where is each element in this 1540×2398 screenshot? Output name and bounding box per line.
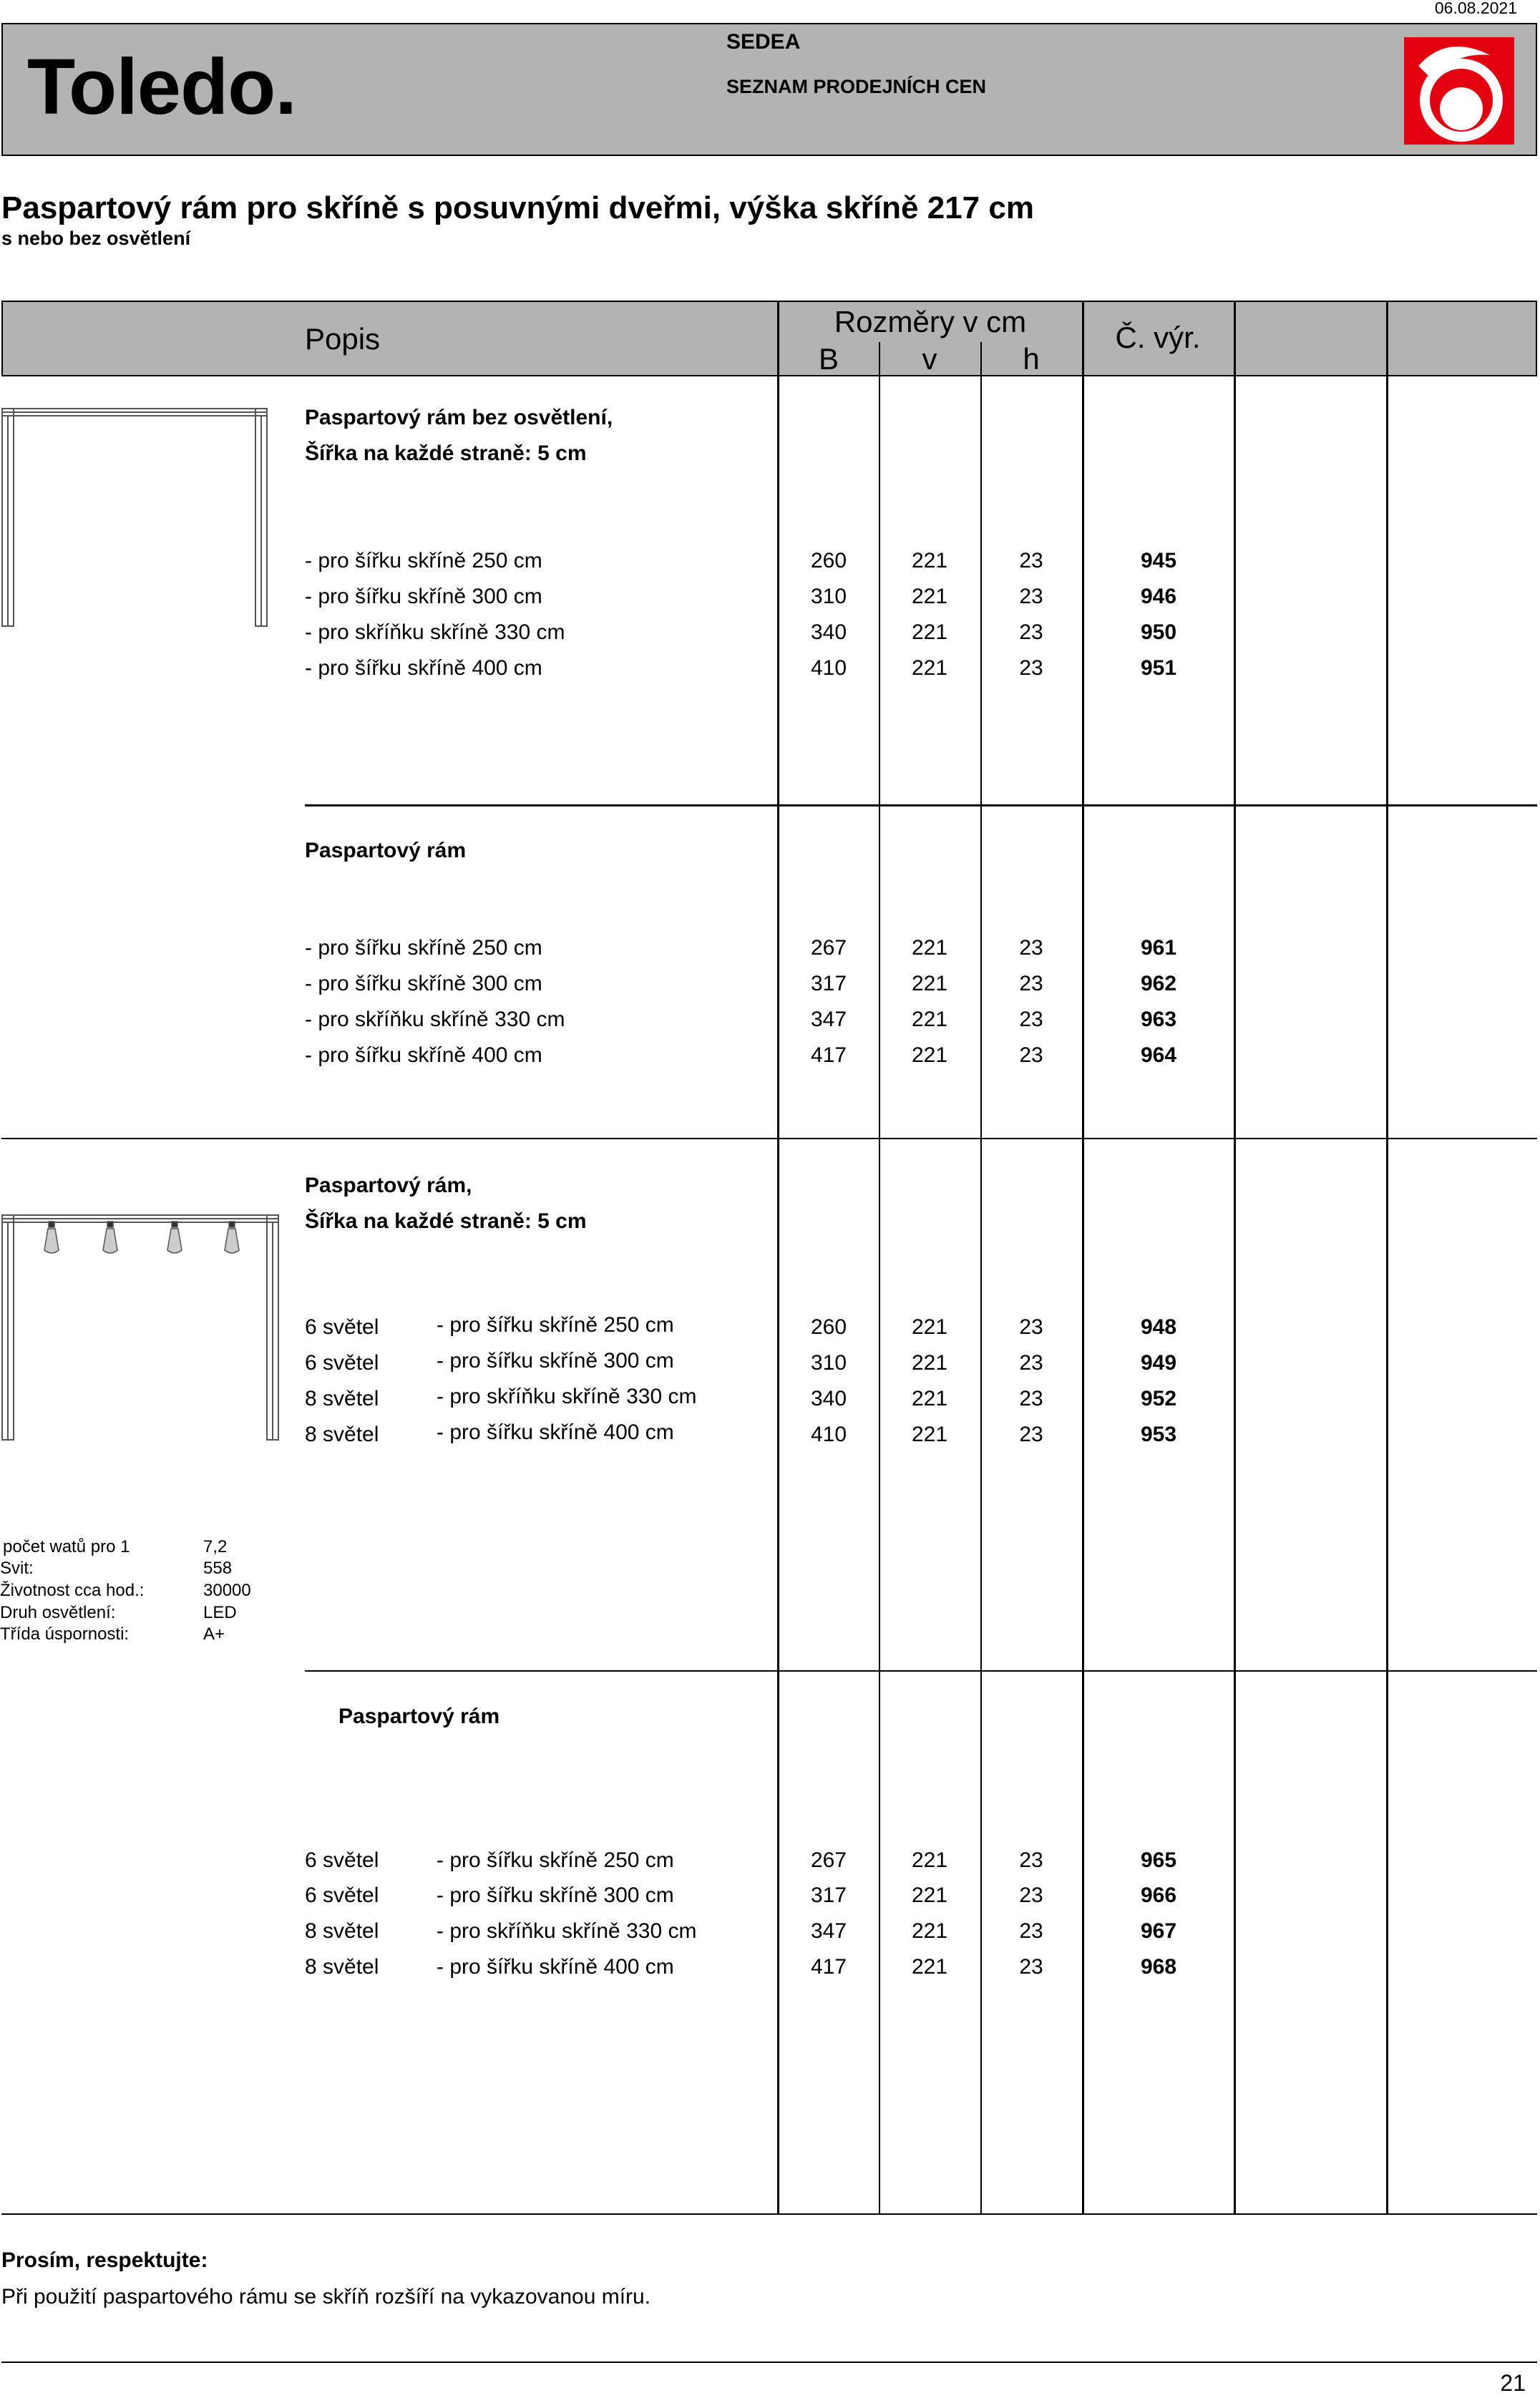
- spec-label: Životnost cca hod.:: [0, 1581, 145, 1600]
- row-light-count: 8 světel: [305, 1955, 379, 1979]
- row-width: 267: [810, 1848, 847, 1872]
- row-width: 317: [810, 972, 847, 995]
- row-depth: 23: [1019, 972, 1043, 995]
- row-light-count: 8 světel: [305, 1423, 379, 1446]
- row-article-number: 966: [1141, 1883, 1177, 1907]
- page-number: 21: [1500, 2370, 1526, 2396]
- note-text: Při použití paspartového rámu se skříň rozšíří na vykazovanou míru.: [1, 2285, 651, 2309]
- row-depth: 23: [1019, 1883, 1043, 1907]
- row-description: - pro skříňku skříně 330 cm: [305, 1008, 565, 1031]
- row-width: 340: [810, 1387, 847, 1410]
- row-width: 317: [810, 1883, 847, 1907]
- spec-value: A+: [203, 1624, 225, 1644]
- row-width: 340: [810, 620, 847, 644]
- row-width: 417: [810, 1043, 847, 1067]
- row-height: 221: [911, 1883, 948, 1907]
- row-width: 260: [810, 549, 847, 572]
- row-depth: 23: [1019, 1315, 1043, 1339]
- row-height: 221: [911, 1955, 948, 1979]
- row-light-count: 8 světel: [305, 1919, 379, 1943]
- row-height: 221: [911, 1351, 948, 1375]
- row-description: - pro šířku skříně 250 cm: [437, 1848, 674, 1872]
- section-1-title: Paspartový rám bez osvětlení,: [305, 406, 613, 429]
- row-article-number: 968: [1141, 1955, 1177, 1979]
- spec-label: počet watů pro 1: [3, 1537, 130, 1556]
- row-article-number: 953: [1141, 1423, 1177, 1446]
- row-width: 267: [810, 936, 847, 960]
- document-date: 06.08.2021: [1434, 0, 1517, 17]
- row-description: - pro šířku skříně 300 cm: [437, 1349, 674, 1373]
- row-article-number: 952: [1141, 1387, 1177, 1410]
- header-v: v: [922, 342, 937, 376]
- row-light-count: 6 světel: [305, 1848, 379, 1872]
- row-article-number: 961: [1141, 936, 1177, 960]
- row-description: - pro šířku skříně 400 cm: [305, 1043, 542, 1067]
- row-depth: 23: [1019, 585, 1043, 608]
- row-description: - pro šířku skříně 400 cm: [305, 656, 542, 680]
- row-width: 310: [810, 585, 847, 608]
- row-depth: 23: [1019, 936, 1043, 960]
- grid-line: [1234, 301, 1236, 2215]
- row-description: - pro šířku skříně 400 cm: [437, 1955, 674, 1979]
- row-height: 221: [911, 1423, 948, 1446]
- section-divider: [1, 1138, 1537, 1139]
- spec-label: Druh osvětlení:: [0, 1603, 116, 1622]
- row-height: 221: [911, 972, 948, 995]
- row-depth: 23: [1019, 549, 1043, 572]
- row-width: 347: [810, 1008, 847, 1031]
- spec-value: LED: [203, 1603, 237, 1622]
- page-title: Paspartový rám pro skříně s posuvnými dveřmi, výška skříně 217 cm: [1, 190, 1034, 225]
- spec-value: 30000: [203, 1581, 251, 1600]
- row-description: - pro skříňku skříně 330 cm: [437, 1919, 697, 1943]
- row-article-number: 950: [1141, 620, 1177, 644]
- row-depth: 23: [1019, 656, 1043, 680]
- row-description: - pro skříňku skříně 330 cm: [437, 1385, 697, 1408]
- row-article-number: 964: [1141, 1043, 1177, 1067]
- frame-drawing-icon: [0, 406, 272, 628]
- row-description: - pro skříňku skříně 330 cm: [305, 620, 565, 644]
- row-article-number: 951: [1141, 656, 1177, 680]
- header-b: B: [818, 342, 839, 376]
- row-width: 410: [810, 656, 847, 680]
- spec-label: Svit:: [0, 1559, 34, 1578]
- footer-divider: [1, 2362, 1537, 2363]
- row-width: 410: [810, 1423, 847, 1446]
- header-h: h: [1023, 342, 1040, 376]
- row-light-count: 6 světel: [305, 1883, 379, 1907]
- row-article-number: 949: [1141, 1351, 1177, 1375]
- section-divider: [305, 1670, 1537, 1672]
- spec-value: 7,2: [203, 1537, 228, 1556]
- row-description: - pro šířku skříně 250 cm: [305, 549, 542, 572]
- header-popis: Popis: [305, 322, 381, 356]
- row-depth: 23: [1019, 1008, 1043, 1031]
- row-height: 221: [911, 549, 948, 572]
- row-width: 347: [810, 1919, 847, 1943]
- row-description: - pro šířku skříně 300 cm: [305, 972, 542, 995]
- row-width: 417: [810, 1955, 847, 1979]
- row-light-count: 8 světel: [305, 1387, 379, 1410]
- row-height: 221: [911, 1315, 948, 1339]
- row-height: 221: [911, 1387, 948, 1410]
- row-depth: 23: [1019, 1919, 1043, 1943]
- row-depth: 23: [1019, 1387, 1043, 1410]
- table-bottom-line: [1, 2213, 1537, 2215]
- row-height: 221: [911, 585, 948, 608]
- row-height: 221: [911, 936, 948, 960]
- grid-line: [1386, 301, 1388, 2215]
- row-light-count: 6 světel: [305, 1315, 379, 1339]
- row-description: - pro šířku skříně 300 cm: [305, 585, 542, 608]
- row-description: - pro šířku skříně 400 cm: [437, 1420, 674, 1444]
- section-2-title: Paspartový rám: [305, 839, 467, 862]
- company-logo-icon: [1404, 37, 1514, 145]
- brand-name: Toledo.: [27, 43, 296, 131]
- row-height: 221: [911, 1919, 948, 1943]
- row-width: 260: [810, 1315, 847, 1339]
- section-3-title: Paspartový rám,: [305, 1174, 472, 1197]
- row-depth: 23: [1019, 1351, 1043, 1375]
- header-rozmery: Rozměry v cm: [834, 305, 1027, 338]
- row-depth: 23: [1019, 620, 1043, 644]
- row-description: - pro šířku skříně 300 cm: [437, 1883, 674, 1907]
- row-description: - pro šířku skříně 250 cm: [437, 1313, 674, 1337]
- row-description: - pro šířku skříně 250 cm: [305, 936, 542, 960]
- spec-value: 558: [203, 1559, 233, 1578]
- row-depth: 23: [1019, 1955, 1043, 1979]
- section-4-title: Paspartový rám: [338, 1705, 500, 1728]
- row-width: 310: [810, 1351, 847, 1375]
- row-article-number: 962: [1141, 972, 1177, 995]
- row-article-number: 948: [1141, 1315, 1177, 1339]
- section-divider: [305, 804, 1537, 806]
- section-3-subtitle: Šířka na každé straně: 5 cm: [305, 1209, 587, 1233]
- row-height: 221: [911, 620, 948, 644]
- frame-with-lights-drawing-icon: [0, 1213, 283, 1442]
- row-article-number: 945: [1141, 549, 1177, 572]
- row-height: 221: [911, 1848, 948, 1872]
- grid-line: [1082, 301, 1084, 2215]
- table-header: [1, 301, 1537, 376]
- row-article-number: 965: [1141, 1848, 1177, 1872]
- row-article-number: 946: [1141, 585, 1177, 608]
- row-depth: 23: [1019, 1423, 1043, 1446]
- page-subtitle: s nebo bez osvětlení: [1, 228, 191, 249]
- company-name: SEDEA: [726, 30, 801, 54]
- row-article-number: 963: [1141, 1008, 1177, 1031]
- row-article-number: 967: [1141, 1919, 1177, 1943]
- spec-label: Třída úspornosti:: [0, 1624, 130, 1644]
- row-depth: 23: [1019, 1043, 1043, 1067]
- row-height: 221: [911, 656, 948, 680]
- row-height: 221: [911, 1043, 948, 1067]
- price-list-title: SEZNAM PRODEJNÍCH CEN: [726, 76, 987, 97]
- note-title: Prosím, respektujte:: [1, 2248, 208, 2272]
- row-light-count: 6 světel: [305, 1351, 379, 1375]
- row-height: 221: [911, 1008, 948, 1031]
- row-depth: 23: [1019, 1848, 1043, 1872]
- header-cvyr: Č. výr.: [1115, 321, 1201, 354]
- section-1-subtitle: Šířka na každé straně: 5 cm: [305, 442, 587, 465]
